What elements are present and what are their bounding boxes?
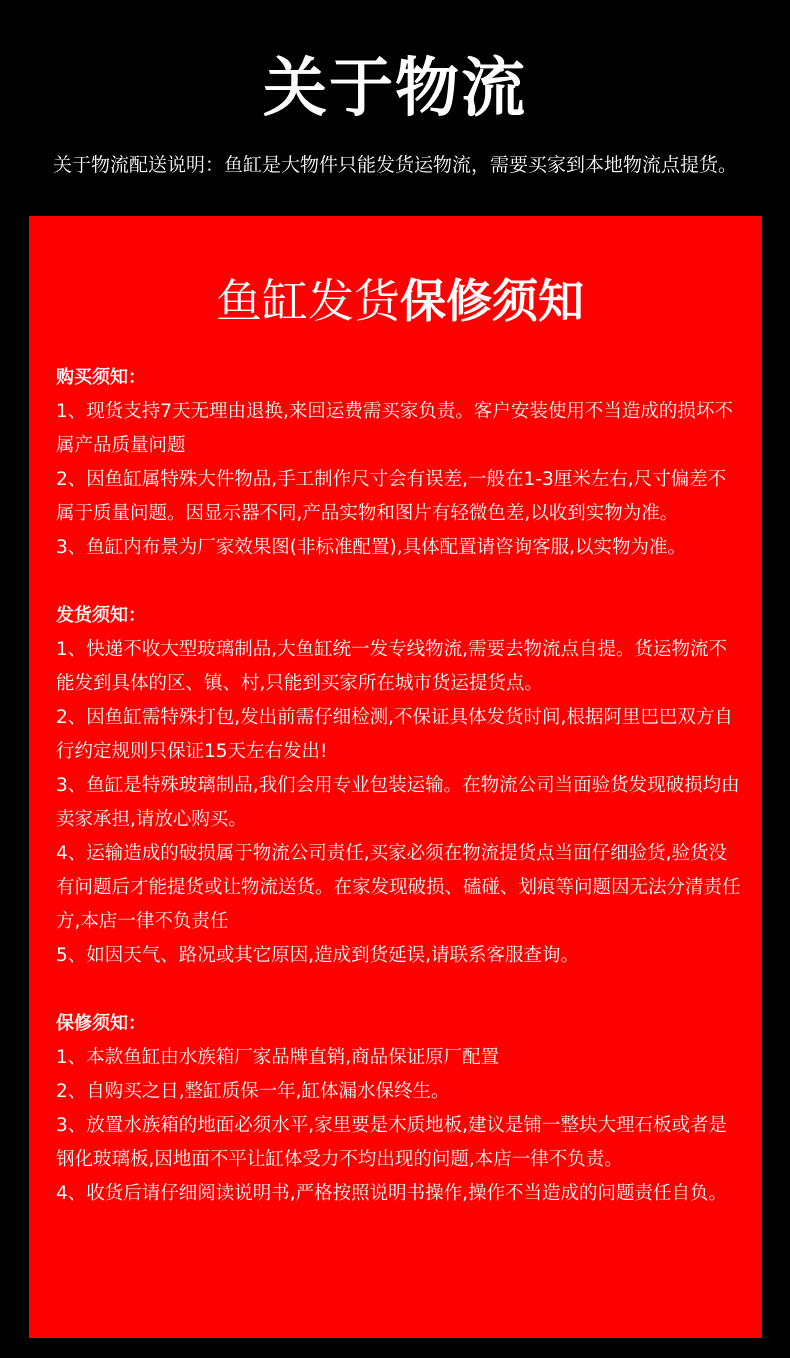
list-item: 5、如因天气、路况或其它原因,造成到货延误,请联系客服查询。 bbox=[56, 945, 580, 966]
panel-title bbox=[56, 266, 744, 336]
list-item: 3、鱼缸内布景为厂家效果图(非标准配置),具体配置请咨询客服,以实物为准。 bbox=[56, 537, 686, 558]
list-item: 3、放置水族箱的地面必须水平,家里要是木质地板,建议是铺一整块大理石板或者是钢化玻璃板,因地面不平让缸体受力不均出现的问题,本店一律不负责。 bbox=[56, 1115, 728, 1170]
list-item: 1、本款鱼缸由水族箱厂家品牌直销,商品保证原厂配置 bbox=[56, 1047, 500, 1068]
list-item: 2、自购买之日,整缸质保一年,缸体漏水保终生。 bbox=[56, 1081, 450, 1102]
list-item: 1、快递不收大型玻璃制品,大鱼缸统一发专线物流,需要去物流点自提。货运物流不能发到具体的区、镇、村,只能到买家所在城市货运提货点。 bbox=[56, 639, 728, 694]
page-title: 关于物流 bbox=[263, 52, 527, 126]
list-item: 3、鱼缸是特殊玻璃制品,我们会用专业包装运输。在物流公司当面验货发现破损均由卖家承担,请放心购买。 bbox=[56, 775, 740, 830]
panel-title-light: 鱼缸发货 bbox=[216, 274, 400, 328]
notice-panel bbox=[29, 216, 762, 1338]
list-item: 4、收货后请仔细阅读说明书,严格按照说明书操作,操作不当造成的问题责任自负。 bbox=[56, 1183, 728, 1204]
list-item: 1、现货支持7天无理由退换,来回运费需买家负责。客户安装使用不当造成的损坏不属产品质量问题 bbox=[56, 401, 733, 456]
list-item: 4、运输造成的破损属于物流公司责任,买家必须在物流提货点当面仔细验货,验货没有问题后才能提货或让物流送货。在家发现破损、磕碰、划痕等问题因无法分清责任方,本店一律不负责任 bbox=[56, 843, 741, 932]
section-shipping bbox=[56, 599, 744, 973]
section-heading: 购买须知： bbox=[56, 367, 146, 388]
section-heading: 保修须知： bbox=[56, 1013, 146, 1034]
section-purchase bbox=[56, 361, 744, 565]
section-heading: 发货须知： bbox=[56, 605, 146, 626]
notice-sections bbox=[56, 361, 744, 1211]
logistics-note: 关于物流配送说明：鱼缸是大物件只能发货运物流，需要买家到本地物流点提货。 bbox=[52, 154, 737, 176]
panel-title-bold: 保修须知 bbox=[400, 274, 584, 328]
list-item: 2、因鱼缸需特殊打包,发出前需仔细检测,不保证具体发货时间,根据阿里巴巴双方自行约定规则只保证15天左右发出! bbox=[56, 707, 733, 762]
list-item: 2、因鱼缸属特殊大件物品,手工制作尺寸会有误差,一般在1-3厘米左右,尺寸偏差不属于质量问题。因显示器不同,产品实物和图片有轻微色差,以收到实物为准。 bbox=[56, 469, 727, 524]
section-warranty bbox=[56, 1007, 744, 1211]
